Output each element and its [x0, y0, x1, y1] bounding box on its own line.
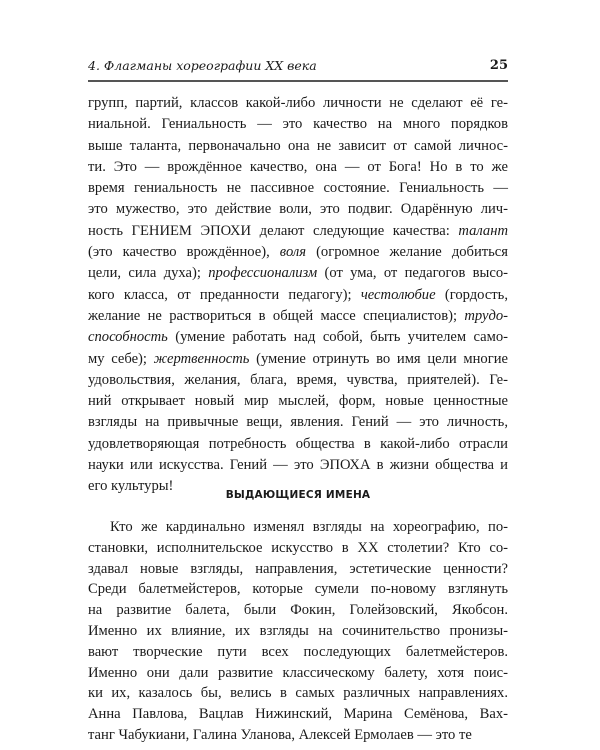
italic-term: честолюбие — [360, 286, 436, 303]
text-segment: ний открывает новый мир мыслей, форм, новые ценностные — [88, 393, 508, 410]
text-segment: удовольствия, желания, блага, время, чувства, приятелей). Ге- — [88, 371, 508, 388]
text-segment: становки, исполнительское искусство в XX столетии? Кто со- — [88, 539, 508, 556]
text-line — [88, 683, 508, 704]
text-line — [88, 600, 508, 621]
section-heading: ВЫДАЮЩИЕСЯ ИМЕНА — [225, 489, 371, 501]
text-line — [88, 559, 508, 580]
text-segment: (от ума, от педагогов высо- — [317, 265, 508, 282]
text-segment: Именно их влияние, их взгляды на сочинительство пронизы- — [88, 622, 508, 639]
chapter-title: 4. Флагманы хореографии XX века — [88, 58, 317, 73]
text-line — [88, 579, 508, 600]
text-line — [88, 663, 508, 684]
text-segment: му себе); — [88, 350, 154, 367]
text-line — [88, 642, 508, 663]
text-segment: Анна Павлова, Вацлав Нижинский, Марина Семёнова, Вах- — [88, 706, 508, 723]
text-segment: групп, партий, классов какой-либо личности не сделают её ге- — [88, 95, 508, 111]
text-segment: (умение работать над собой, быть учителем само- — [167, 329, 508, 346]
text-line — [88, 263, 508, 284]
header-rule — [88, 80, 508, 82]
text-line — [88, 621, 508, 642]
text-segment: танг Чабукиани, Галина Уланова, Алексей Ермолаев — это те — [88, 726, 472, 743]
text-line — [88, 391, 508, 412]
text-line — [88, 199, 508, 220]
text-segment: науки или искусства. Гений — это ЭПОХА в жизни общества и — [88, 457, 508, 474]
paragraph-outstanding-names — [88, 517, 508, 746]
paragraph-genius — [88, 93, 508, 498]
italic-term: профессионализм — [208, 265, 318, 282]
text-segment: взгляды на привычные вещи, явления. Гений — это личность, — [88, 414, 508, 431]
text-line — [88, 370, 508, 391]
text-segment: ти. Это — врождённое качество, она — от Бога! Но в то же — [88, 158, 508, 175]
italic-term: жертвенность — [153, 350, 250, 367]
text-segment: это мужество, это действие воли, это подвиг. Одарённую лич- — [88, 201, 508, 218]
italic-term: способность — [88, 329, 168, 346]
italic-term: воля — [279, 244, 307, 261]
text-line — [88, 306, 508, 327]
text-segment: желание не раствориться в общей массе специалистов); — [88, 307, 465, 324]
text-line — [88, 93, 508, 114]
text-line — [88, 434, 508, 455]
text-segment: на развитие балета, были Фокин, Голейзовский, Якобсон. — [88, 602, 508, 619]
text-line — [88, 178, 508, 199]
text-segment: время гениальность не пассивное состояние. Гениальность — — [88, 180, 508, 197]
text-segment: ниальной. Гениальность — это качество на много порядков — [88, 116, 508, 133]
text-segment: здавал новые взгляды, направления, эстетические ценности? — [88, 560, 508, 577]
italic-term: трудо- — [464, 307, 508, 324]
italic-term: талант — [458, 222, 508, 239]
text-line — [88, 412, 508, 433]
text-line — [88, 221, 508, 242]
text-line — [88, 327, 508, 348]
text-line — [88, 285, 508, 306]
text-line — [88, 349, 508, 370]
text-segment: вают творческие пути всех последующих балетмейстеров. — [88, 643, 508, 660]
text-segment: (умение отринуть во имя цели многие — [249, 350, 508, 367]
text-line — [88, 157, 508, 178]
text-line — [88, 136, 508, 157]
text-segment: цели, сила духа); — [88, 265, 209, 282]
text-segment: Кто же кардинально изменял взгляды на хореографию, по- — [110, 519, 508, 535]
text-segment: (гордость, — [435, 286, 508, 303]
text-line — [88, 517, 508, 538]
text-segment: кого класса, от преданности педагогу); — [88, 286, 361, 303]
text-line — [88, 242, 508, 263]
page-number: 25 — [489, 58, 508, 73]
text-segment: его культуры! — [88, 478, 174, 495]
text-segment: удовлетворяющая потребность общества в какой-либо отрасли — [88, 435, 508, 452]
running-header — [88, 58, 508, 78]
text-segment: (огромное желание добиться — [306, 244, 509, 261]
text-segment: (это качество врождённое), — [88, 244, 280, 261]
text-line — [88, 455, 508, 476]
text-segment: Именно они дали развитие классическому балету, хотя поис- — [88, 664, 508, 681]
text-line — [88, 704, 508, 725]
text-segment: Среди балетмейстеров, которые сумели по-новому взглянуть — [88, 581, 508, 598]
text-segment: ки их, казалось бы, велись в самых различных направлениях. — [88, 685, 508, 702]
text-line — [88, 538, 508, 559]
text-line — [88, 114, 508, 135]
text-segment: выше таланта, первоначально она не зависит от самой личнос- — [88, 137, 508, 154]
text-segment: ность ГЕНИЕМ ЭПОХИ делают следующие качества: — [88, 222, 459, 239]
text-line — [88, 725, 508, 746]
